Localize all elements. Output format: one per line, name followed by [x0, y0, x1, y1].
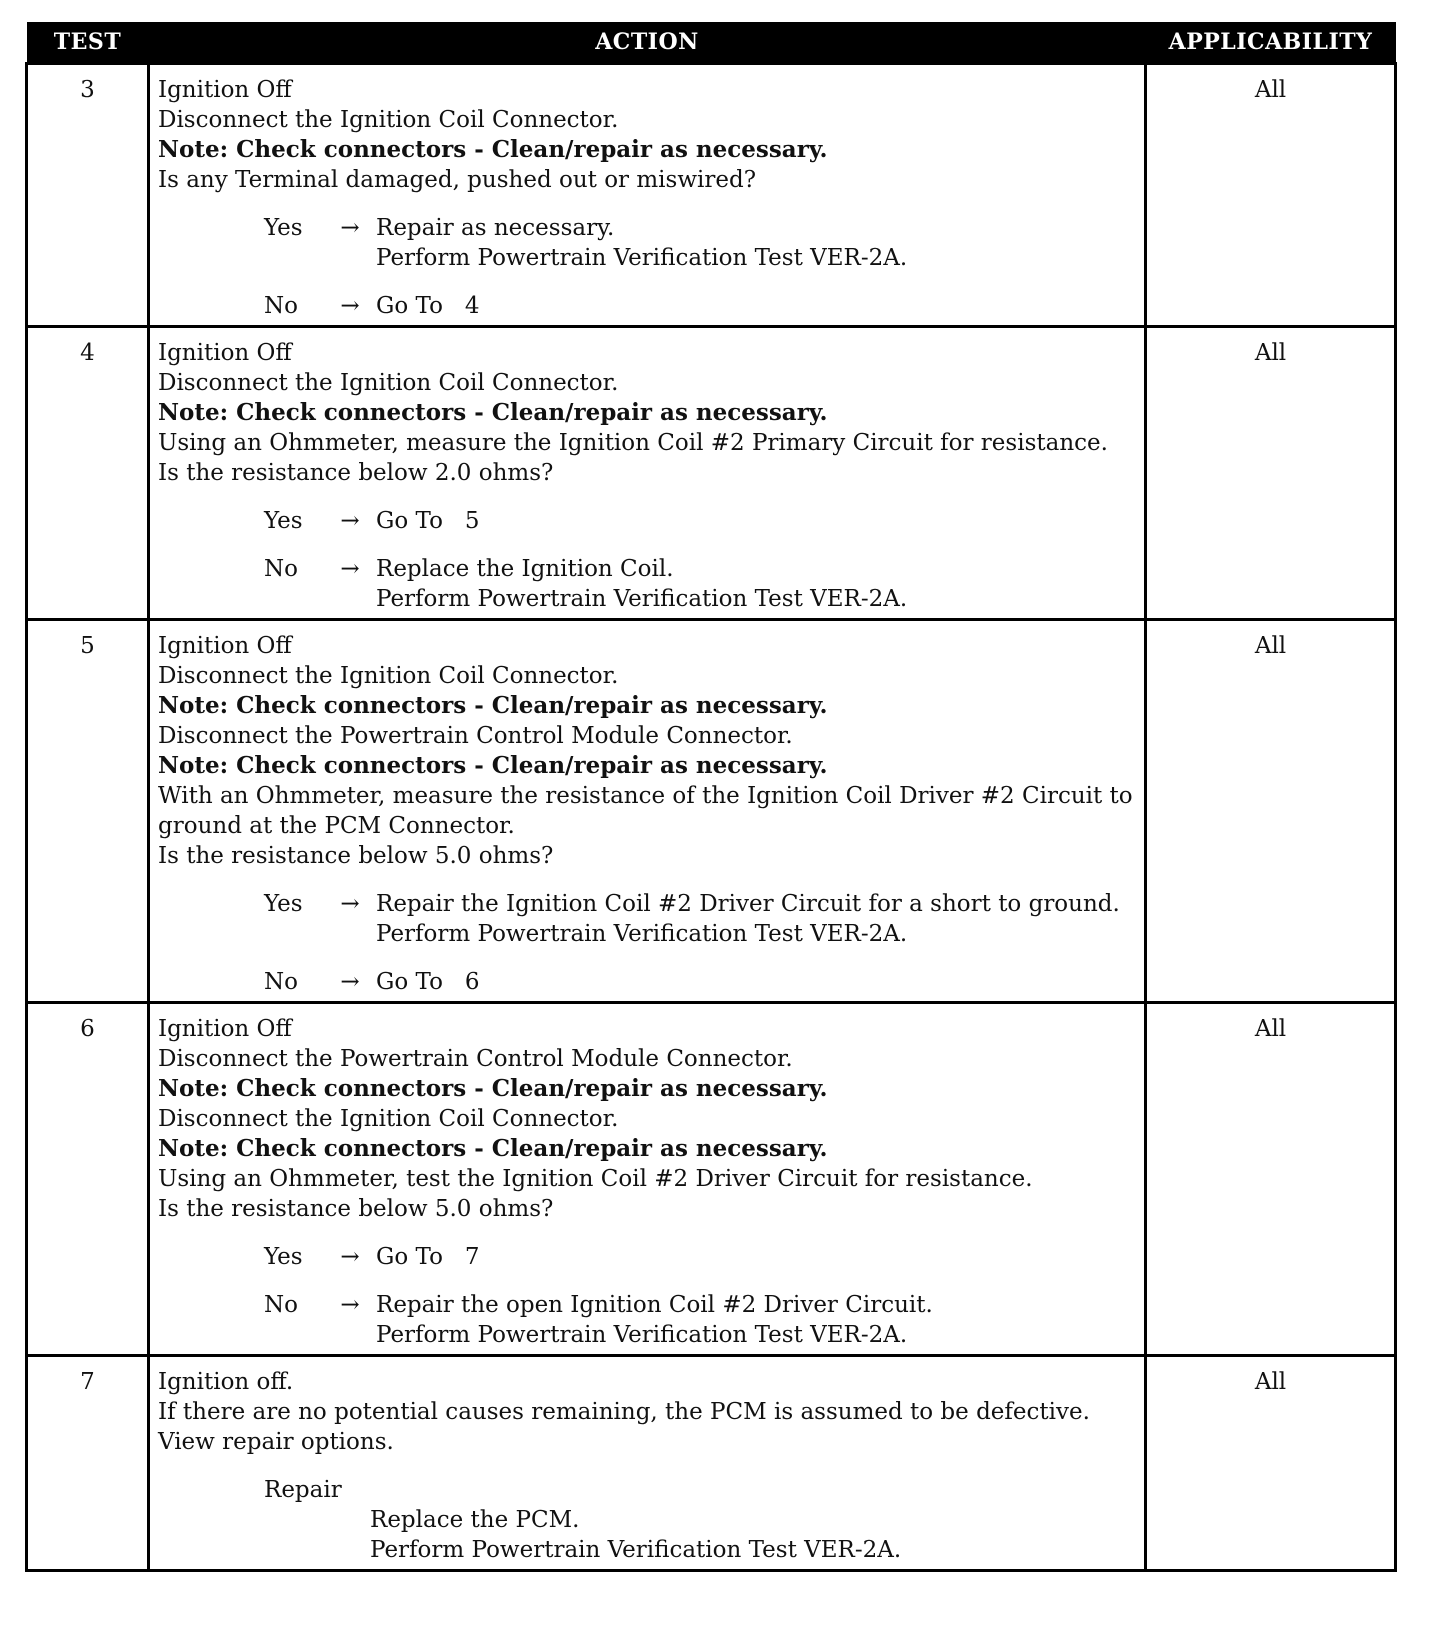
response-result	[376, 213, 907, 273]
response-result	[376, 554, 907, 614]
action-line: ground at the PCM Connector.	[158, 813, 515, 839]
step-row-5	[27, 620, 1396, 1003]
response-label: Yes	[264, 1244, 303, 1270]
action-line: If there are no potential causes remaining, the PCM is assumed to be defective.	[158, 1399, 1090, 1425]
action-line: Ignition Off	[158, 1016, 292, 1042]
response-no	[264, 1290, 1136, 1350]
response-no	[264, 291, 1136, 321]
action-cell	[149, 620, 1146, 1003]
response-label: No	[264, 556, 298, 582]
arrow-icon: →	[340, 1292, 360, 1318]
test-number: 7	[27, 1356, 149, 1571]
action-line: With an Ohmmeter, measure the resistance of the Ignition Coil Driver #2 Circuit to	[158, 783, 1133, 809]
note-line: Note: Check connectors - Clean/repair as necessary.	[158, 1135, 828, 1162]
applicability-cell: All	[1146, 1356, 1396, 1571]
response-result	[376, 506, 480, 536]
action-line: Ignition Off	[158, 77, 292, 103]
test-number: 5	[27, 620, 149, 1003]
action-line: Ignition Off	[158, 340, 292, 366]
arrow-icon: →	[340, 293, 360, 319]
action-cell	[149, 64, 1146, 327]
arrow-icon: →	[340, 215, 360, 241]
result-line: Go To 6	[376, 969, 480, 995]
repair-line: Replace the PCM.	[370, 1507, 580, 1533]
action-line: Using an Ohmmeter, test the Ignition Coil #2 Driver Circuit for resistance.	[158, 1166, 1033, 1192]
result-line: Perform Powertrain Verification Test VER-2A.	[376, 245, 908, 271]
arrow-icon: →	[340, 508, 360, 534]
applicability-cell: All	[1146, 1003, 1396, 1356]
response-label: Yes	[264, 891, 303, 917]
action-line: Using an Ohmmeter, measure the Ignition Coil #2 Primary Circuit for resistance.	[158, 430, 1108, 456]
result-line: Go To 7	[376, 1244, 480, 1270]
response-result	[376, 1290, 933, 1350]
applicability-cell: All	[1146, 64, 1396, 327]
action-line: Disconnect the Ignition Coil Connector.	[158, 663, 619, 689]
response-no	[264, 554, 1136, 614]
test-number: 4	[27, 327, 149, 620]
response-no	[264, 967, 1136, 997]
action-line: Disconnect the Powertrain Control Module Connector.	[158, 1046, 793, 1072]
action-line: Ignition Off	[158, 633, 292, 659]
result-line: Perform Powertrain Verification Test VER-2A.	[376, 1322, 908, 1348]
response-label: No	[264, 1292, 298, 1318]
action-line: Is any Terminal damaged, pushed out or miswired?	[158, 167, 757, 193]
response-result	[376, 1242, 480, 1272]
result-line: Perform Powertrain Verification Test VER-2A.	[376, 586, 908, 612]
header-action: ACTION	[149, 22, 1146, 64]
response-label: Yes	[264, 508, 303, 534]
table-header-row	[27, 22, 1396, 64]
note-line: Note: Check connectors - Clean/repair as necessary.	[158, 692, 828, 719]
arrow-icon: →	[340, 891, 360, 917]
action-line: Disconnect the Ignition Coil Connector.	[158, 1106, 619, 1132]
response-label: No	[264, 969, 298, 995]
repair-label: Repair	[264, 1477, 342, 1503]
header-applicability: APPLICABILITY	[1146, 22, 1396, 64]
response-yes	[264, 1242, 1136, 1272]
test-number: 6	[27, 1003, 149, 1356]
repair-result	[370, 1505, 1136, 1565]
action-line: Is the resistance below 2.0 ohms?	[158, 460, 554, 486]
result-line: Repair the Ignition Coil #2 Driver Circuit for a short to ground.	[376, 891, 1120, 917]
result-line: Replace the Ignition Coil.	[376, 556, 674, 582]
test-number: 3	[27, 64, 149, 327]
response-yes	[264, 506, 1136, 536]
action-cell	[149, 1356, 1146, 1571]
step-row-7	[27, 1356, 1396, 1571]
applicability-cell: All	[1146, 327, 1396, 620]
diagnostic-page	[25, 22, 1397, 1572]
arrow-icon: →	[340, 556, 360, 582]
action-line: Disconnect the Ignition Coil Connector.	[158, 107, 619, 133]
arrow-icon: →	[340, 969, 360, 995]
action-line: Disconnect the Powertrain Control Module Connector.	[158, 723, 793, 749]
action-line: Ignition off.	[158, 1369, 294, 1395]
response-result	[376, 291, 480, 321]
note-line: Note: Check connectors - Clean/repair as necessary.	[158, 752, 828, 779]
response-result	[376, 967, 480, 997]
step-row-6	[27, 1003, 1396, 1356]
step-row-3	[27, 64, 1396, 327]
arrow-icon: →	[340, 1244, 360, 1270]
result-line: Go To 5	[376, 508, 480, 534]
result-line: Repair the open Ignition Coil #2 Driver Circuit.	[376, 1292, 933, 1318]
action-line: View repair options.	[158, 1429, 394, 1455]
result-line: Repair as necessary.	[376, 215, 615, 241]
applicability-cell: All	[1146, 620, 1396, 1003]
diagnostic-table	[25, 22, 1397, 1572]
note-line: Note: Check connectors - Clean/repair as necessary.	[158, 1075, 828, 1102]
response-yes	[264, 889, 1136, 949]
response-label: No	[264, 293, 298, 319]
response-label: Yes	[264, 215, 303, 241]
action-cell	[149, 327, 1146, 620]
table-body	[27, 64, 1396, 1571]
action-line: Disconnect the Ignition Coil Connector.	[158, 370, 619, 396]
result-line: Perform Powertrain Verification Test VER-2A.	[376, 921, 908, 947]
note-line: Note: Check connectors - Clean/repair as necessary.	[158, 136, 828, 163]
repair-line: Perform Powertrain Verification Test VER-2A.	[370, 1537, 902, 1563]
result-line: Go To 4	[376, 293, 480, 319]
note-line: Note: Check connectors - Clean/repair as necessary.	[158, 399, 828, 426]
action-line: Is the resistance below 5.0 ohms?	[158, 843, 554, 869]
action-cell	[149, 1003, 1146, 1356]
step-row-4	[27, 327, 1396, 620]
response-result	[376, 889, 1120, 949]
action-line: Is the resistance below 5.0 ohms?	[158, 1196, 554, 1222]
header-test: TEST	[27, 22, 149, 64]
response-yes	[264, 213, 1136, 273]
